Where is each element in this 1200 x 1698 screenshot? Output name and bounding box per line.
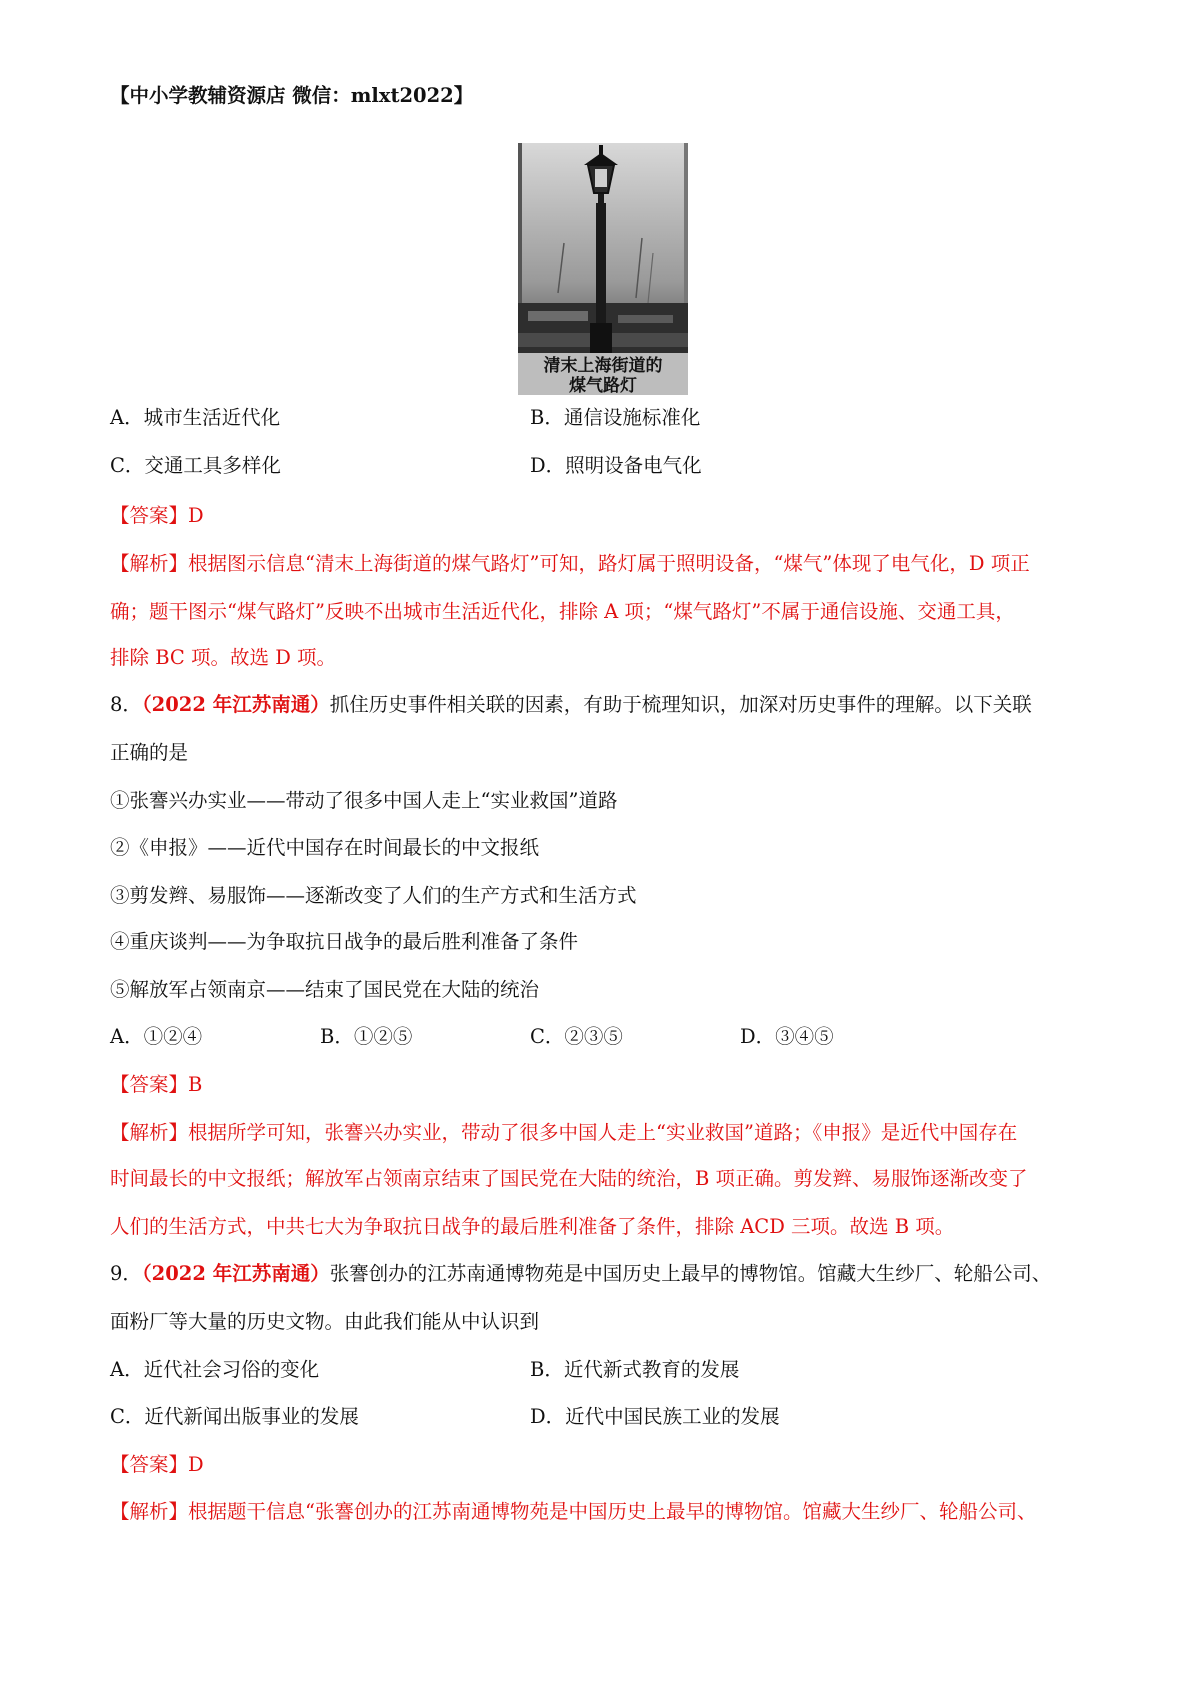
q9-answer: 【答案】D: [110, 1453, 204, 1476]
q9-stem-line2: 面粉厂等大量的历史文物。由此我们能从中认识到: [110, 1310, 540, 1333]
q7-option-c: C．交通工具多样化: [110, 454, 281, 477]
photo-caption-line2: 煤气路灯: [569, 376, 637, 395]
q7-analysis-line1: 【解析】根据图示信息“清末上海街道的煤气路灯”可知，路灯属于照明设备，“煤气”体现了电气化，D 项正: [110, 552, 1030, 575]
q9-number: 9．: [110, 1262, 142, 1285]
gas-lamp-image: [518, 143, 688, 395]
q9-option-c: C．近代新闻出版事业的发展: [110, 1405, 359, 1428]
q8-item-1: ①张謇兴办实业——带动了很多中国人走上“实业救国”道路: [110, 789, 618, 812]
q8-item-4: ④重庆谈判——为争取抗日战争的最后胜利准备了条件: [110, 930, 579, 953]
photo-caption-line1: 清末上海街道的: [543, 356, 663, 376]
q7-option-a: A．城市生活近代化: [110, 406, 281, 429]
q7-answer: 【答案】D: [110, 504, 204, 527]
q8-stem-line2: 正确的是: [110, 741, 189, 764]
q9-option-d: D．近代中国民族工业的发展: [530, 1405, 780, 1428]
gas-lamp-photo: [518, 143, 688, 395]
q9-option-b: B．近代新式教育的发展: [530, 1358, 740, 1381]
q8-source: （2022 年江苏南通）: [141, 693, 330, 716]
q9-option-a: A．近代社会习俗的变化: [110, 1358, 320, 1381]
q7-analysis-line3: 排除 BC 项。故选 D 项。: [110, 646, 337, 669]
q8-analysis-line1: 【解析】根据所学可知，张謇兴办实业，带动了很多中国人走上“实业救国”道路；《申报》是近代中国存在: [110, 1121, 1018, 1144]
q8-option-c: C．②③⑤: [530, 1025, 623, 1048]
q9-stem-line1: [110, 1262, 1051, 1286]
q8-analysis-line2: 时间最长的中文报纸；解放军占领南京结束了国民党在大陆的统治，B 项正确。剪发辫、易服饰逐渐改变了: [110, 1167, 1028, 1190]
q9-analysis-line1: 【解析】根据题干信息“张謇创办的江苏南通博物苑是中国历史上最早的博物馆。馆藏大生纱厂、轮船公司、: [110, 1500, 1037, 1523]
q8-item-2: ②《申报》——近代中国存在时间最长的中文报纸: [110, 836, 540, 859]
q8-stem-line1: [110, 693, 1032, 717]
q7-option-b: B．通信设施标准化: [530, 406, 701, 429]
q8-analysis-line3: 人们的生活方式，中共七大为争取抗日战争的最后胜利准备了条件，排除 ACD 三项。故选 B 项。: [110, 1215, 955, 1238]
q8-item-5: ⑤解放军占领南京——结束了国民党在大陆的统治: [110, 978, 540, 1001]
q7-option-d: D．照明设备电气化: [530, 454, 702, 477]
q9-source: （2022 年江苏南通）: [141, 1262, 330, 1285]
q8-item-3: ③剪发辫、易服饰——逐渐改变了人们的生产方式和生活方式: [110, 884, 637, 907]
q9-stem-text: 张謇创办的江苏南通博物苑是中国历史上最早的博物馆。馆藏大生纱厂、轮船公司、: [329, 1262, 1052, 1285]
q8-option-b: B．①②⑤: [320, 1025, 413, 1048]
q8-stem-text: 抓住历史事件相关联的因素，有助于梳理知识，加深对历史事件的理解。以下关联: [329, 693, 1032, 716]
q8-option-d: D．③④⑤: [740, 1025, 834, 1048]
q8-option-a: A．①②④: [110, 1025, 203, 1048]
q8-number: 8．: [110, 693, 142, 716]
header-source: 【中小学教辅资源店 微信：mlxt2022】: [110, 84, 474, 107]
q7-analysis-line2: 确；题干图示“煤气路灯”反映不出城市生活近代化，排除 A 项；“煤气路灯”不属于通信设施、交通工具，: [110, 600, 1015, 623]
q8-answer: 【答案】B: [110, 1073, 203, 1096]
